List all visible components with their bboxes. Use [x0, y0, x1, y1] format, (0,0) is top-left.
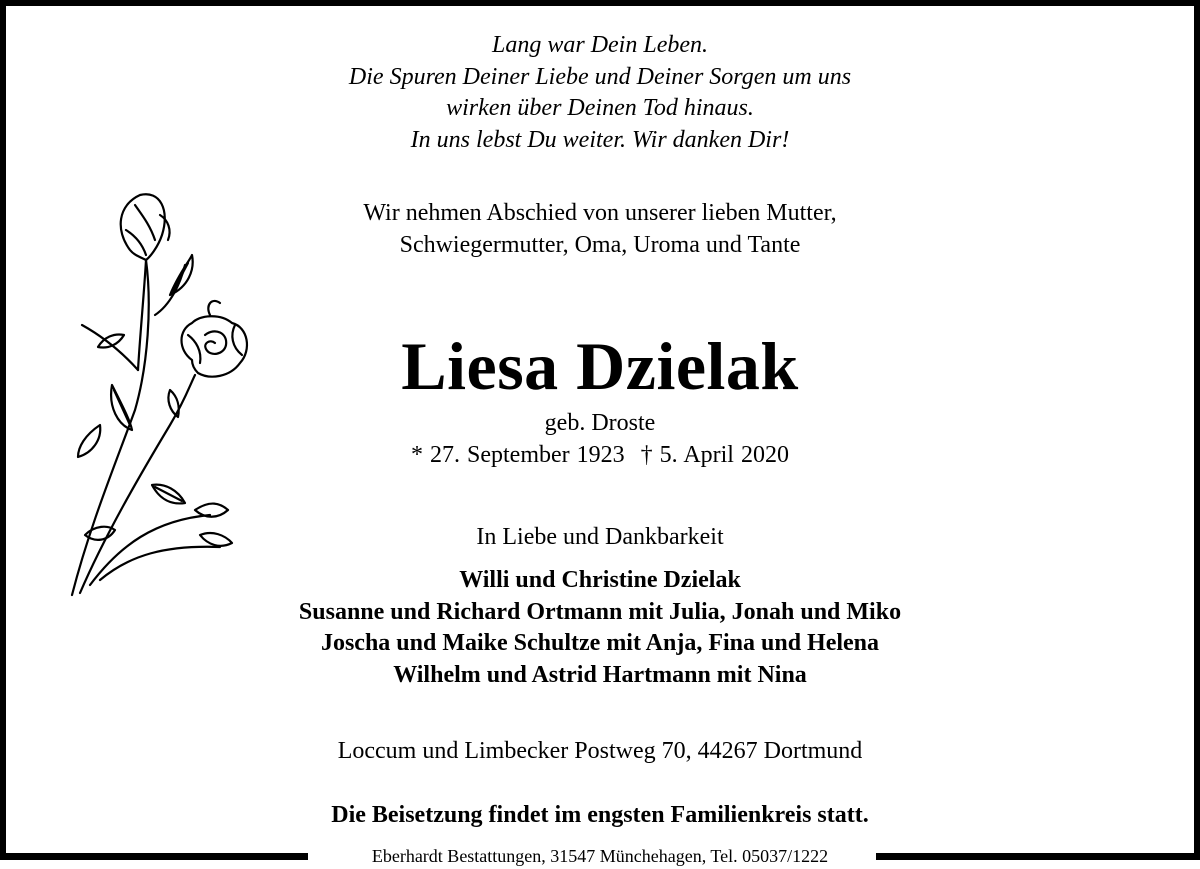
poem	[0, 30, 1200, 156]
poem-line: wirken über Deinen Tod hinaus.	[446, 95, 754, 122]
mourner-line: Wilhelm und Astrid Hartmann mit Nina	[393, 661, 807, 688]
border-top	[0, 0, 1200, 6]
mourners-intro: In Liebe und Dankbarkeit	[476, 524, 724, 550]
mourners-address: Loccum und Limbecker Postweg 70, 44267 Dortmund	[337, 738, 863, 764]
undertaker-line: Eberhardt Bestattungen, 31547 Münchehagen, Tel. 05037/1222	[371, 846, 829, 866]
life-dates	[0, 441, 1200, 469]
mourners-list	[0, 565, 1200, 691]
birth-date: * 27. September 1923	[411, 442, 625, 468]
intro-line: Wir nehmen Abschied von unserer lieben Mutter,	[363, 200, 837, 226]
mourner-line: Willi und Christine Dzielak	[459, 567, 741, 593]
maiden-name: geb. Droste	[544, 410, 656, 436]
mourner-line: Susanne und Richard Ortmann mit Julia, Jonah und Miko	[298, 598, 902, 625]
poem-line: In uns lebst Du weiter. Wir danken Dir!	[410, 126, 790, 153]
poem-line: Die Spuren Deiner Liebe und Deiner Sorgen um uns	[348, 63, 852, 90]
intro-line: Schwiegermutter, Oma, Uroma und Tante	[399, 232, 801, 258]
funeral-note: Die Beisetzung findet im engsten Familienkreis statt.	[331, 802, 869, 828]
poem-line: Lang war Dein Leben.	[492, 32, 708, 58]
deceased-name: Liesa Dzielak	[401, 328, 799, 404]
mourner-line: Joscha und Maike Schultze mit Anja, Fina und Helena	[320, 630, 880, 656]
death-date: † 5. April 2020	[640, 442, 789, 468]
